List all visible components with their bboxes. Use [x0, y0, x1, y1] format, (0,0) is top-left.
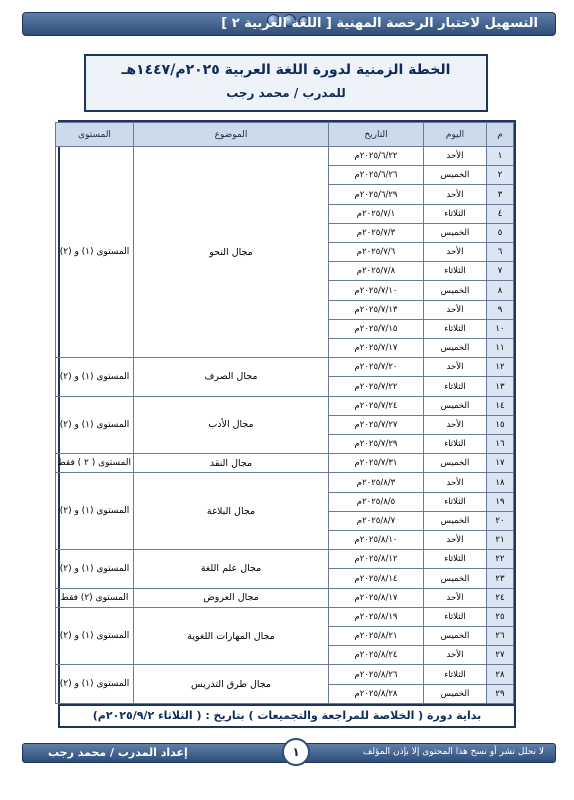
row-day: الثلاثاء [424, 262, 487, 281]
topic-cell: مجال الأدب [134, 396, 329, 454]
row-day: الثلاثاء [424, 319, 487, 338]
row-number: ٢٢ [487, 550, 514, 569]
row-date: ٢٠٢٥/٧/٦م [329, 243, 424, 262]
row-number: ١٣ [487, 377, 514, 396]
topic-cell: مجال العروض [134, 588, 329, 607]
level-cell: المستوى ( ٢ ) فقط [56, 454, 134, 473]
row-number: ٢٦ [487, 627, 514, 646]
row-date: ٢٠٢٥/٦/٢٢م [329, 147, 424, 166]
document-title: الخطة الزمنية لدورة اللغة العربية ٢٠٢٥م/١٤٤٧هـ [121, 62, 451, 78]
row-day: الأحد [424, 473, 487, 492]
level-cell: المستوى (١) و (٢) [56, 473, 134, 550]
row-date: ٢٠٢٥/٨/١٢م [329, 550, 424, 569]
row-date: ٢٠٢٥/٧/٢٩م [329, 435, 424, 454]
row-number: ٢ [487, 166, 514, 185]
table-row [56, 665, 514, 684]
page-number: ١ [282, 738, 310, 766]
row-date: ٢٠٢٥/٧/١م [329, 204, 424, 223]
row-day: الخميس [424, 396, 487, 415]
row-day: الثلاثاء [424, 607, 487, 626]
row-number: ٢٥ [487, 607, 514, 626]
row-date: ٢٠٢٥/٨/٢٨م [329, 684, 424, 703]
table-row [56, 473, 514, 492]
table-row [56, 147, 514, 166]
row-day: الأحد [424, 415, 487, 434]
row-day: الأحد [424, 300, 487, 319]
row-date: ٢٠٢٥/٧/٢٠م [329, 358, 424, 377]
row-date: ٢٠٢٥/٨/٧م [329, 511, 424, 530]
row-date: ٢٠٢٥/٧/٨م [329, 262, 424, 281]
page-footer [22, 738, 556, 766]
row-number: ٥ [487, 223, 514, 242]
row-number: ٣ [487, 185, 514, 204]
footer-author: إعداد المدرب / محمد رجب [48, 746, 188, 759]
row-day: الخميس [424, 511, 487, 530]
table-row [56, 588, 514, 607]
row-date: ٢٠٢٥/٨/١٤م [329, 569, 424, 588]
page-header [22, 8, 556, 40]
row-day: الأحد [424, 646, 487, 665]
row-day: الأحد [424, 531, 487, 550]
row-number: ٨ [487, 281, 514, 300]
row-day: الخميس [424, 627, 487, 646]
schedule-table [55, 122, 514, 704]
row-date: ٢٠٢٥/٧/٢٧م [329, 415, 424, 434]
topic-cell: مجال طرق التدريس [134, 665, 329, 704]
row-day: الخميس [424, 281, 487, 300]
table-row [56, 550, 514, 569]
row-date: ٢٠٢٥/٧/١٧م [329, 339, 424, 358]
row-number: ٢٣ [487, 569, 514, 588]
header-topic: الموضوع [134, 123, 329, 147]
row-number: ١٩ [487, 492, 514, 511]
row-number: ٤ [487, 204, 514, 223]
row-number: ١٤ [487, 396, 514, 415]
row-number: ١٦ [487, 435, 514, 454]
row-number: ١ [487, 147, 514, 166]
row-day: الثلاثاء [424, 550, 487, 569]
schedule-table-wrap [58, 120, 516, 706]
level-cell: المستوى (١) و (٢) [56, 550, 134, 588]
row-date: ٢٠٢٥/٦/٢٩م [329, 185, 424, 204]
row-number: ٢٨ [487, 665, 514, 684]
level-cell: المستوى (١) و (٢) [56, 358, 134, 396]
row-day: الأحد [424, 147, 487, 166]
row-day: الأحد [424, 358, 487, 377]
row-date: ٢٠٢٥/٨/٢١م [329, 627, 424, 646]
row-date: ٢٠٢٥/٦/٢٦م [329, 166, 424, 185]
row-number: ٢١ [487, 531, 514, 550]
row-number: ١٨ [487, 473, 514, 492]
row-date: ٢٠٢٥/٨/٢٤م [329, 646, 424, 665]
row-date: ٢٠٢٥/٨/١٩م [329, 607, 424, 626]
header-num: م [487, 123, 514, 147]
row-day: الثلاثاء [424, 435, 487, 454]
row-date: ٢٠٢٥/٧/١٣م [329, 300, 424, 319]
row-day: الثلاثاء [424, 665, 487, 684]
topic-cell: مجال البلاغة [134, 473, 329, 550]
row-day: الخميس [424, 454, 487, 473]
next-course-note: بداية دورة ( الخلاصة للمراجعة والتجميعات ) بتاريخ : ( الثلاثاء ٢٠٢٥/٩/٢م) [58, 706, 516, 728]
document-title-box [84, 54, 488, 112]
table-header-row [56, 123, 514, 147]
table-row [56, 358, 514, 377]
row-day: الخميس [424, 684, 487, 703]
row-date: ٢٠٢٥/٨/١٠م [329, 531, 424, 550]
copyright-notice: لا نحلل نشر أو نسخ هذا المحتوى إلا بإذن المؤلف [363, 747, 544, 757]
row-number: ١٢ [487, 358, 514, 377]
row-date: ٢٠٢٥/٨/٥م [329, 492, 424, 511]
header-day: اليوم [424, 123, 487, 147]
header-title: التسهيل لاختبار الرخصة المهنية [ اللغة العربية ٢ ] [221, 16, 538, 31]
trainer-name: للمدرب / محمد رجب [226, 86, 346, 100]
header-date: التاريخ [329, 123, 424, 147]
header-level: المستوى [56, 123, 134, 147]
row-day: الخميس [424, 166, 487, 185]
row-number: ٢٤ [487, 588, 514, 607]
row-number: ١١ [487, 339, 514, 358]
row-date: ٢٠٢٥/٨/٢٦م [329, 665, 424, 684]
topic-cell: مجال الصرف [134, 358, 329, 396]
row-date: ٢٠٢٥/٧/٢٤م [329, 396, 424, 415]
row-number: ٢٠ [487, 511, 514, 530]
table-row [56, 396, 514, 415]
row-date: ٢٠٢٥/٧/٢٢م [329, 377, 424, 396]
row-date: ٢٠٢٥/٧/٣م [329, 223, 424, 242]
table-row [56, 454, 514, 473]
topic-cell: مجال النقد [134, 454, 329, 473]
level-cell: المستوى (٢) فقط [56, 588, 134, 607]
row-number: ١٥ [487, 415, 514, 434]
level-cell: المستوى (١) و (٢) [56, 607, 134, 665]
level-cell: المستوى (١) و (٢) [56, 665, 134, 704]
row-day: الثلاثاء [424, 492, 487, 511]
row-date: ٢٠٢٥/٧/١٥م [329, 319, 424, 338]
row-number: ٩ [487, 300, 514, 319]
row-number: ١٠ [487, 319, 514, 338]
row-number: ٦ [487, 243, 514, 262]
row-day: الثلاثاء [424, 377, 487, 396]
level-cell: المستوى (١) و (٢) [56, 396, 134, 454]
row-number: ٢٧ [487, 646, 514, 665]
row-day: الأحد [424, 243, 487, 262]
row-date: ٢٠٢٥/٧/٣١م [329, 454, 424, 473]
row-day: الخميس [424, 339, 487, 358]
row-date: ٢٠٢٥/٨/٣م [329, 473, 424, 492]
topic-cell: مجال علم اللغة [134, 550, 329, 588]
topic-cell: مجال النحو [134, 147, 329, 358]
topic-cell: مجال المهارات اللغوية [134, 607, 329, 665]
level-cell: المستوى (١) و (٢) [56, 147, 134, 358]
row-day: الخميس [424, 569, 487, 588]
row-number: ٧ [487, 262, 514, 281]
schedule-body [56, 147, 514, 704]
row-day: الخميس [424, 223, 487, 242]
row-date: ٢٠٢٥/٧/١٠م [329, 281, 424, 300]
row-day: الأحد [424, 185, 487, 204]
row-number: ٢٩ [487, 684, 514, 703]
row-day: الأحد [424, 588, 487, 607]
table-row [56, 607, 514, 626]
row-number: ١٧ [487, 454, 514, 473]
row-date: ٢٠٢٥/٨/١٧م [329, 588, 424, 607]
row-day: الثلاثاء [424, 204, 487, 223]
